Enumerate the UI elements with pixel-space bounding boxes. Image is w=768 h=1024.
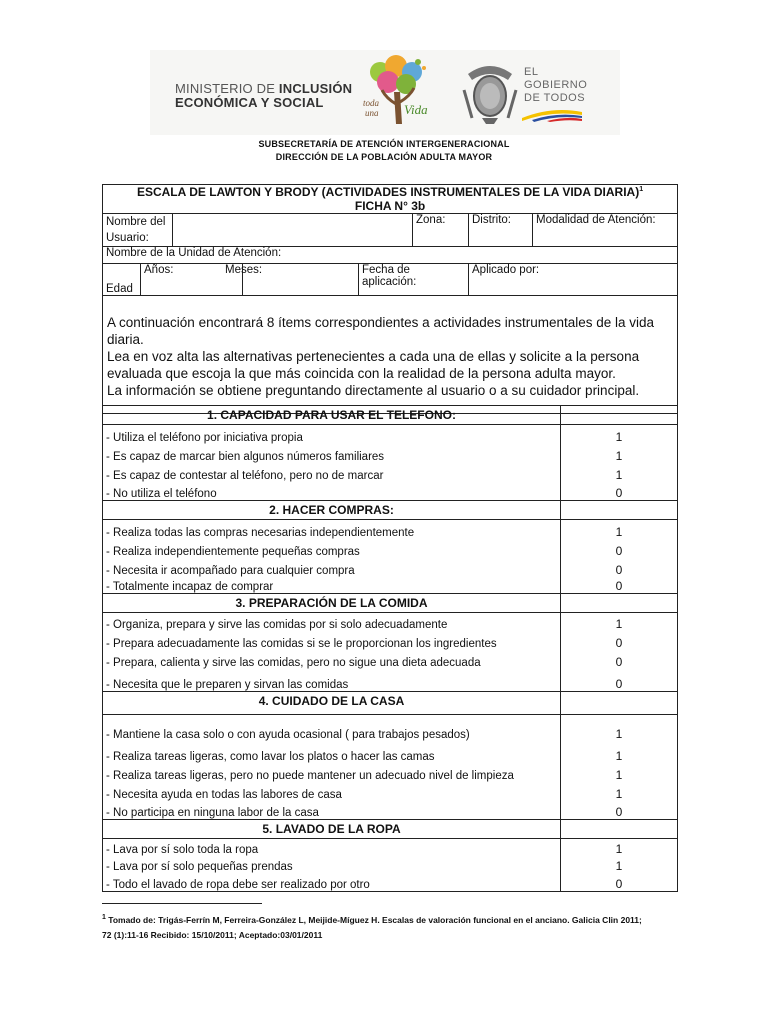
item-score: 0 bbox=[561, 631, 678, 650]
footnote-line2: 72 (1):11-16 Recibido: 15/10/2011; Aceptado:03/01/2011 bbox=[102, 929, 323, 940]
item-score: 1 bbox=[561, 715, 678, 741]
item-score: 1 bbox=[561, 741, 678, 763]
section-score-header bbox=[561, 406, 678, 425]
footnote-divider bbox=[102, 903, 262, 904]
edad-label bbox=[103, 264, 141, 296]
instructions-line3: La información se obtiene preguntando directamente al usuario o a su cuidador principal. bbox=[107, 383, 640, 398]
item-score: 1 bbox=[561, 463, 678, 482]
section-score-header bbox=[561, 594, 678, 613]
item-option[interactable]: - Necesita ayuda en todas las labores de casa bbox=[103, 782, 561, 801]
distrito-field[interactable] bbox=[469, 214, 533, 247]
item-option[interactable]: - Mantiene la casa solo o con ayuda ocasional ( para trabajos pesados) bbox=[103, 715, 561, 741]
anos-label: Años: bbox=[144, 264, 174, 276]
section-title: 1. CAPACIDAD PARA USAR EL TELEFONO: bbox=[103, 406, 561, 425]
item-option[interactable]: - Necesita que le preparen y sirvan las comidas bbox=[103, 669, 561, 692]
item-option[interactable]: - Organiza, prepara y sirve las comidas por si solo adecuadamente bbox=[103, 613, 561, 631]
form-title-sup: 1 bbox=[639, 186, 644, 193]
aplicado-field[interactable] bbox=[469, 264, 678, 296]
ministry-logo bbox=[175, 82, 352, 110]
item-score: 1 bbox=[561, 856, 678, 873]
form-title-text: ESCALA DE LAWTON Y BRODY (ACTIVIDADES INSTRUMENTALES DE LA VIDA DIARIA) bbox=[136, 185, 640, 199]
instructions bbox=[103, 296, 678, 414]
item-score: 1 bbox=[561, 763, 678, 782]
aplicado-label: Aplicado por: bbox=[472, 264, 540, 276]
item-score: 0 bbox=[561, 650, 678, 669]
items-table bbox=[102, 405, 678, 892]
unidad-label: Nombre de la Unidad de Atención: bbox=[106, 247, 282, 259]
distrito-label: Distrito: bbox=[472, 214, 511, 226]
tree-logo-text-3: Vida bbox=[404, 102, 428, 117]
ecuador-seal-icon bbox=[460, 60, 520, 125]
item-option[interactable]: - Prepara, calienta y sirve las comidas, pero no sigue una dieta adecuada bbox=[103, 650, 561, 669]
nombre-usuario-label bbox=[103, 214, 173, 247]
item-option[interactable]: - Lava por sí solo pequeñas prendas bbox=[103, 856, 561, 873]
header-logos bbox=[150, 50, 620, 135]
ministry-line1-pre: MINISTERIO DE bbox=[175, 81, 279, 96]
item-option[interactable]: - Todo el lavado de ropa debe ser realizado por otro bbox=[103, 873, 561, 892]
item-score: 1 bbox=[561, 444, 678, 463]
zona-field[interactable] bbox=[413, 214, 469, 247]
item-option[interactable]: - No utiliza el teléfono bbox=[103, 482, 561, 501]
fecha-label: Fecha de aplicación: bbox=[362, 264, 417, 288]
zona-label: Zona: bbox=[416, 214, 446, 226]
gov-line2: GOBIERNO bbox=[524, 79, 588, 91]
item-option[interactable]: - Es capaz de contestar al teléfono, pero no de marcar bbox=[103, 463, 561, 482]
item-score: 1 bbox=[561, 839, 678, 856]
item-option[interactable]: - Realiza tareas ligeras, como lavar los platos o hacer las camas bbox=[103, 741, 561, 763]
item-score: 1 bbox=[561, 520, 678, 539]
item-score: 1 bbox=[561, 425, 678, 444]
item-option[interactable]: - Totalmente incapaz de comprar bbox=[103, 577, 561, 594]
item-option[interactable]: - Prepara adecuadamente las comidas si se le proporcionan los ingredientes bbox=[103, 631, 561, 650]
item-option[interactable]: - Es capaz de marcar bien algunos números familiares bbox=[103, 444, 561, 463]
ministry-line2: ECONÓMICA Y SOCIAL bbox=[175, 95, 324, 110]
gov-logo-text bbox=[524, 66, 587, 105]
modalidad-field[interactable] bbox=[533, 214, 678, 247]
nombre-usuario-text: Nombre del Usuario: bbox=[106, 216, 166, 244]
section-title: 5. LAVADO DE LA ROPA bbox=[103, 820, 561, 839]
item-option[interactable]: - Necesita ir acompañado para cualquier compra bbox=[103, 558, 561, 577]
meses-field[interactable] bbox=[225, 264, 359, 296]
item-option[interactable]: - Realiza todas las compras necesarias independientemente bbox=[103, 520, 561, 539]
instructions-line2: Lea en voz alta las alternativas pertenecientes a cada una de ellas y solicite a la persona evaluada que escoja la que más coincida con la realidad de la persona adulta mayor. bbox=[107, 349, 640, 381]
item-option[interactable]: - Utiliza el teléfono por iniciativa propia bbox=[103, 425, 561, 444]
section-title: 3. PREPARACIÓN DE LA COMIDA bbox=[103, 594, 561, 613]
modalidad-label: Modalidad de Atención: bbox=[536, 214, 656, 226]
item-option[interactable]: - No participa en ninguna labor de la casa bbox=[103, 801, 561, 820]
ficha-number: FICHA N° 3b bbox=[354, 199, 426, 213]
item-score: 0 bbox=[561, 482, 678, 501]
fecha-field[interactable] bbox=[359, 264, 469, 296]
lawton-brody-form bbox=[102, 184, 678, 414]
section-score-header bbox=[561, 692, 678, 715]
subsecretaria-heading: SUBSECRETARÍA DE ATENCIÓN INTERGENERACIONAL bbox=[258, 139, 510, 149]
item-score: 0 bbox=[561, 669, 678, 692]
section-title: 2. HACER COMPRAS: bbox=[103, 501, 561, 520]
instructions-line1: A continuación encontrará 8 ítems correspondientes a actividades instrumentales de la vida diaria. bbox=[107, 315, 655, 347]
item-score: 1 bbox=[561, 782, 678, 801]
footnote bbox=[102, 910, 682, 943]
flag-stripe-icon bbox=[522, 108, 582, 122]
item-score: 0 bbox=[561, 577, 678, 594]
item-score: 1 bbox=[561, 613, 678, 631]
item-option[interactable]: - Realiza tareas ligeras, pero no puede mantener un adecuado nivel de limpieza bbox=[103, 763, 561, 782]
item-score: 0 bbox=[561, 558, 678, 577]
section-score-header bbox=[561, 820, 678, 839]
footnote-sup: 1 bbox=[102, 914, 106, 921]
tree-logo-text-1: toda bbox=[363, 98, 380, 108]
ministry-line1-bold: INCLUSIÓN bbox=[278, 81, 353, 96]
tree-logo-icon bbox=[360, 54, 435, 129]
item-option[interactable]: - Lava por sí solo toda la ropa bbox=[103, 839, 561, 856]
section-score-header bbox=[561, 501, 678, 520]
direccion-heading: DIRECCIÓN DE LA POBLACIÓN ADULTA MAYOR bbox=[275, 152, 493, 162]
gov-line1: EL bbox=[524, 66, 539, 78]
item-option[interactable]: - Realiza independientemente pequeñas compras bbox=[103, 539, 561, 558]
section-title: 4. CUIDADO DE LA CASA bbox=[103, 692, 561, 715]
unidad-field[interactable] bbox=[103, 247, 678, 264]
nombre-usuario-field[interactable] bbox=[173, 214, 413, 247]
form-title bbox=[103, 185, 678, 214]
edad-text: Edad bbox=[106, 283, 133, 295]
tree-logo-text-2: una bbox=[365, 108, 379, 118]
item-score: 0 bbox=[561, 801, 678, 820]
item-score: 0 bbox=[561, 539, 678, 558]
meses-label: Meses: bbox=[225, 264, 263, 276]
item-score: 0 bbox=[561, 873, 678, 892]
footnote-line1: Tomado de: Trigás-Ferrín M, Ferreira-González L, Meijide-Míguez H. Escalas de valoración funcional en el anciano. Galicia Clin 2011; bbox=[105, 914, 642, 925]
gov-line3: DE TODOS bbox=[524, 92, 586, 104]
